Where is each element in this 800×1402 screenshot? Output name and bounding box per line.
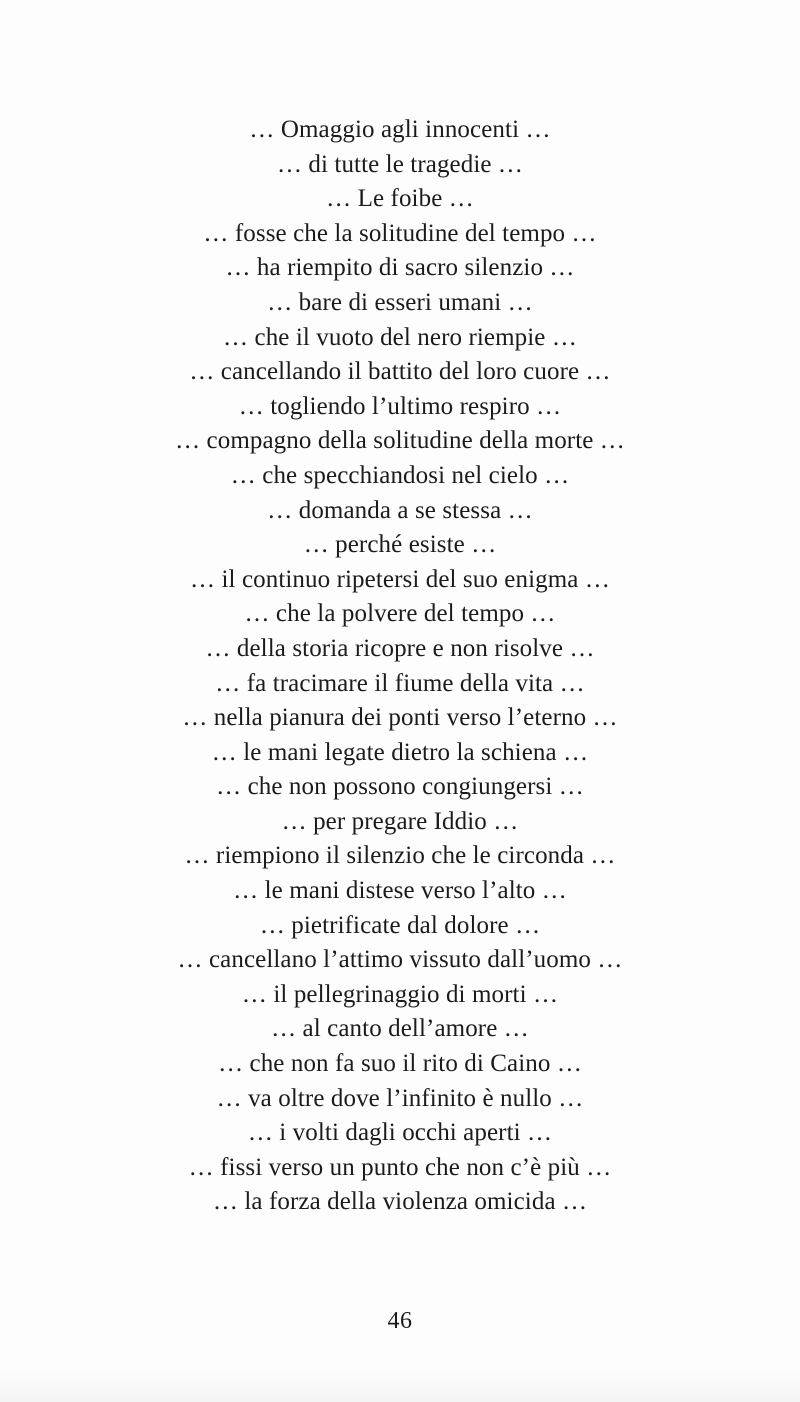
poem-line: … perché esiste … [303, 531, 497, 559]
poem-line: … i volti dagli occhi aperti … [247, 1119, 553, 1147]
poem-line: … che non fa suo il rito di Caino … [218, 1050, 582, 1078]
poem-line: … fissi verso un punto che non c’è più … [188, 1153, 612, 1181]
poem-line: … le mani legate dietro la schiena … [211, 738, 589, 766]
poem-line: … che il vuoto del nero riempie … [223, 323, 577, 351]
poem-line: … va oltre dove l’infinito è nullo … [216, 1084, 584, 1112]
poem-line: … fosse che la solitudine del tempo … [203, 219, 597, 247]
poem-line: … le mani distese verso l’alto … [233, 877, 567, 905]
page-bottom-edge [0, 1372, 800, 1402]
poem-line: … per pregare Iddio … [281, 807, 519, 835]
poem-line: … domanda a se stessa … [267, 496, 533, 524]
poem-line: … di tutte le tragedie … [276, 150, 524, 178]
poem-line: … il pellegrinaggio di morti … [241, 980, 559, 1008]
poem-line: … che la polvere del tempo … [244, 600, 556, 628]
poem-line: … che non possono congiungersi … [216, 773, 584, 801]
poem-line: … al canto dell’amore … [271, 1015, 529, 1043]
poem-line: … togliendo l’ultimo respiro … [238, 392, 562, 420]
poem-line: … Omaggio agli innocenti … [249, 116, 551, 143]
poem-line: … la forza della violenza omicida … [212, 1188, 588, 1216]
poem-line: … cancellando il battito del loro cuore … [189, 358, 611, 386]
poem-line: … cancellano l’attimo vissuto dall’uomo … [177, 946, 623, 974]
page-number: 46 [387, 1308, 413, 1334]
poem-line: … ha riempito di sacro silenzio … [225, 254, 575, 282]
poem-text [0, 113, 800, 1220]
poem-line: … fa tracimare il fiume della vita … [215, 669, 585, 697]
poem-line: … nella pianura dei ponti verso l’eterno … [182, 704, 618, 732]
poem-line: … compagno della solitudine della morte … [175, 427, 625, 455]
poem-line: … che specchiandosi nel cielo … [230, 461, 570, 489]
poem-line: … della storia ricopre e non risolve … [205, 634, 595, 662]
poem-line: … riempiono il silenzio che le circonda … [184, 842, 616, 870]
poem-line: … bare di esseri umani … [267, 288, 533, 316]
poem-line: … il continuo ripetersi del suo enigma … [190, 565, 610, 593]
poem-line: … Le foibe … [326, 185, 474, 213]
poem-line: … pietrificate dal dolore … [259, 911, 541, 939]
